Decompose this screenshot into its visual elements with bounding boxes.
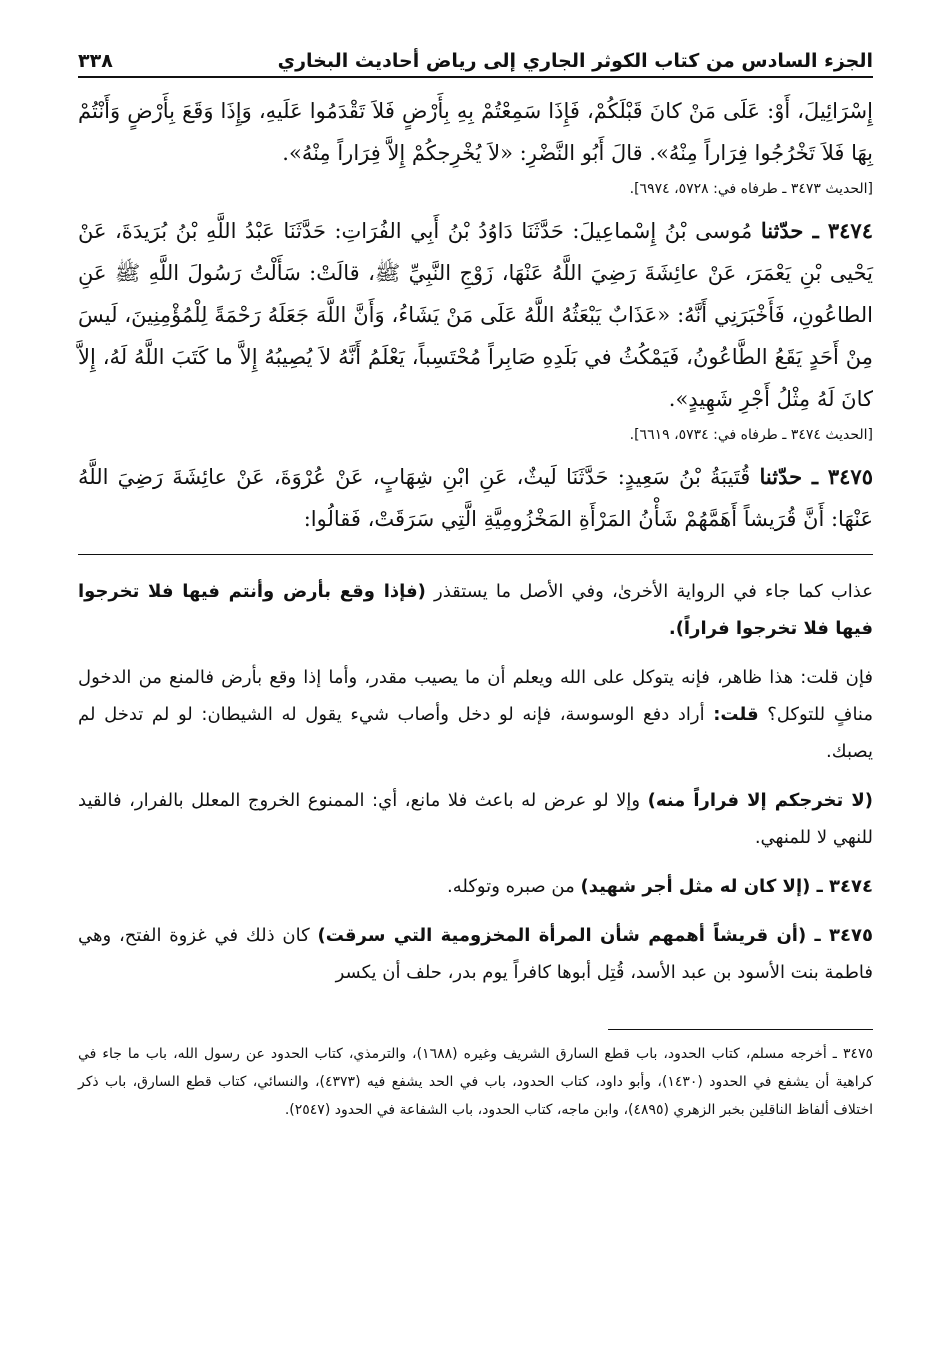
commentary-section — [78, 573, 873, 991]
commentary-text: كان ذلك في غزوة الفتح، وهي فاطمة بنت الأسود بن عبد الأسد، قُتِل أبوها كافراً يوم بدر، حلف أن يكسر — [78, 925, 873, 983]
commentary-quote: (فإذا وقع بأرض وأنتم فيها فلا تخرجوا فيها فلا تخرجوا فراراً). — [78, 581, 873, 639]
footnote-divider — [608, 1029, 873, 1030]
book-page — [78, 50, 873, 1124]
commentary-text: فإن قلت: هذا ظاهر، فإنه يتوكل على الله ويعلم أن ما يصيب مقدر، وأما إذا وقع بأرض فالمنع من الدخول منافٍ للتوكل؟ — [78, 667, 873, 725]
footnote: ٣٤٧٥ ـ أخرجه مسلم، كتاب الحدود، باب قطع السارق الشريف وغيره (١٦٨٨)، والترمذي، كتاب الحدود عن رسول الله، باب ما جاء في كراهية أن يشفع في الحدود (١٤٣٠)، وأبو داود، كتاب الحدود، باب في الحد يشفع فيه (٤٣٧٣)، والنسائي، كتاب قطع السارق، باب ذكر اختلاف ألفاظ الناقلين بخبر الزهري (٤٨٩٥)، وابن ماجه، كتاب الحدود، باب الشفاعة في الحدود (٢٥٤٧). — [78, 1046, 874, 1118]
commentary-paragraph-4 — [78, 868, 873, 905]
hadith-3474-reference: [الحديث ٣٤٧٤ ـ طرفاه في: ٥٧٣٤، ٦٦١٩]. — [629, 427, 873, 443]
section-divider — [78, 554, 873, 555]
commentary-text: أراد دفع الوسوسة، فإنه لو دخل وأصاب شيء يقول له الشيطان: لو لم تدخل لم يصبك. — [78, 704, 873, 762]
commentary-paragraph-5 — [78, 917, 873, 991]
hadith-3474-text: مُوسى بْنُ إِسْماعِيلَ: حَدَّثَنَا دَاوُدُ بْنُ أَبِي الفُرَاتِ: حَدَّثَنَا عَبْدُ اللَّهِ بْنُ بُرَيدَةَ، عَنْ يَحْيى بْنِ يَعْمَرَ، عَنْ عائِشَةَ رَضِيَ اللَّهُ عَنْهَا، زَوْجِ النَّبِيِّ ﷺ، قالَتْ: سَأَلْتُ رَسُولَ اللَّهِ ﷺ عَنِ الطاعُونِ، فَأَخْبَرَنِي أَنَّهُ: «عَذَابٌ يَبْعَثُهُ اللَّهُ عَلَى مَنْ يَشَاءُ، وَأَنَّ اللَّهَ جَعَلَهُ رَحْمَةً لِلْمُؤْمِنِينَ، لَيسَ مِنْ أَحَدٍ يَقَعُ الطَّاعُونُ، فَيَمْكُثُ في بَلَدِهِ صَابِراً مُحْتَسِباً، يَعْلَمُ أَنَّهُ لاَ يُصِيبُهُ إِلاَّ ما كَتَبَ اللَّهُ لَهُ، إِلاَّ كانَ لَهُ مِثْلُ أَجْرِ شَهِيدٍ». — [78, 219, 873, 411]
hadith-text-section — [78, 90, 873, 540]
commentary-text: وإلا لو عرض له باعث فلا مانع، أي: الممنوع الخروج المعلل بالفرار، فالقيد للنهي لا للمنهي. — [78, 790, 873, 848]
commentary-text: عذاب كما جاء في الرواية الأخرىٰ، وفي الأصل ما يستقذر — [434, 581, 873, 602]
running-title: الجزء السادس من كتاب الكوثر الجاري إلى رياض أحاديث البخاري — [277, 50, 873, 72]
hadith-3473-reference: [الحديث ٣٤٧٣ ـ طرفاه في: ٥٧٢٨، ٦٩٧٤]. — [629, 181, 873, 197]
commentary-paragraph-3 — [78, 782, 873, 856]
commentary-quote: (لا تخرجكم إلا فراراً منه) — [647, 790, 873, 811]
hadith-3475-number: ٣٤٧٥ ـ حدّثنا — [759, 464, 873, 489]
commentary-text: من صبره وتوكله. — [446, 876, 575, 897]
page-number: ٣٣٨ — [78, 50, 113, 72]
commentary-quote: ٣٤٧٥ ـ (أن قريشاً أهمهم شأن المرأة المخزومية التي سرقت) — [317, 925, 873, 946]
hadith-3475 — [78, 456, 873, 540]
commentary-keyword: قلت: — [713, 704, 759, 725]
hadith-3474-number: ٣٤٧٤ ـ حدّثنا — [760, 218, 873, 243]
hadith-3474 — [78, 210, 873, 420]
commentary-quote: ٣٤٧٤ ـ (إلا كان له مثل أجر شهيد) — [580, 876, 873, 897]
hadith-3475-text: قُتَيبَةُ بْنُ سَعِيدٍ: حَدَّثَنَا لَيثٌ، عَنِ ابْنِ شِهَابٍ، عَنْ عُرْوَةَ، عَنْ عائِشَةَ رَضِيَ اللَّهُ عَنْهَا: أَنَّ قُرَيشاً أَهَمَّهُمْ شَأْنُ المَرْأَةِ المَخْزُومِيَّةِ الَّتِي سَرَقَتْ، فَقالُوا: — [78, 465, 873, 531]
running-header — [78, 50, 873, 78]
commentary-paragraph-2 — [78, 659, 873, 770]
commentary-paragraph-1 — [78, 573, 873, 647]
hadith-3473-continuation: إِسْرَائِيلَ، أَوْ: عَلَى مَنْ كانَ قَبْلَكُمْ، فَإِذَا سَمِعْتُمْ بِهِ بِأَرْضٍ فَلاَ تَقْدَمُوا عَلَيهِ، وَإِذَا وَقَعَ بِأَرْضٍ وَأَنْتُمْ بِهَا فَلاَ تَخْرُجُوا فِرَاراً مِنْهُ». قالَ أَبُو النَّضْرِ: «لاَ يُخْرِجكُمْ إِلاَّ فِرَاراً مِنْهُ». — [78, 99, 873, 165]
